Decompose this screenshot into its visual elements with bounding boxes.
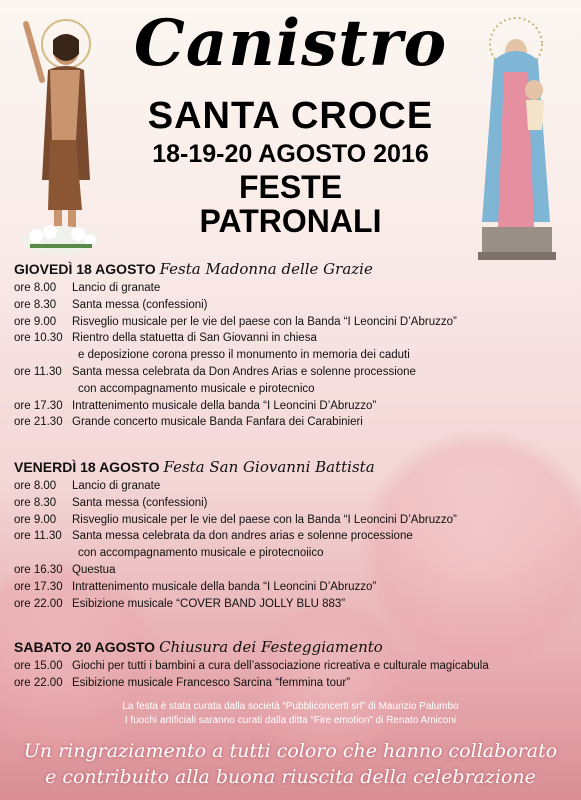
schedule-text: Santa messa (confessioni) — [72, 298, 208, 311]
schedule-row-continued — [14, 347, 574, 364]
town-name: SANTA CROCE — [147, 95, 434, 137]
schedule-row — [14, 495, 574, 512]
schedule-text: Giochi per tutti i bambini a cura dell’associazione ricreativa e culturale magicabula — [72, 660, 489, 672]
schedule-time: ore 8.00 — [14, 282, 57, 294]
schedule-row — [14, 675, 574, 692]
schedule-time: ore 22.00 — [14, 597, 63, 610]
poster-title: Canistro — [133, 6, 448, 81]
schedule-text: Esibizione musicale Francesco Sarcina “femmina tour” — [72, 676, 351, 689]
schedule-row — [14, 398, 574, 415]
schedule-row — [14, 330, 574, 347]
thanks-message — [0, 738, 581, 790]
schedule-row — [14, 562, 574, 579]
schedule-text: Risveglio musicale per le vie del paese con la Banda “I Leoncini D’Abruzzo” — [72, 315, 457, 328]
schedule-text: Lancio di granate — [72, 480, 161, 492]
festival-heading-line2: PATRONALI — [199, 203, 382, 239]
day-subtitle: Festa San Giovanni Battista — [163, 458, 375, 476]
schedule-time: ore 21.30 — [14, 416, 63, 429]
credits — [0, 700, 581, 728]
schedule-row — [14, 579, 574, 596]
schedule-row — [14, 528, 574, 545]
day-subtitle: Chiusura dei Festeggiamento — [159, 638, 383, 656]
day-heading — [14, 636, 574, 658]
schedule-text: Grande concerto musicale Banda Fanfara dei Carabinieri — [72, 416, 363, 429]
schedule-time: ore 22.00 — [14, 676, 63, 689]
schedule-text: Rientro della statuetta di San Giovanni in chiesa — [72, 332, 317, 345]
schedule-row — [14, 314, 574, 331]
schedule-time: ore 17.30 — [14, 399, 63, 412]
day-heading — [14, 456, 574, 478]
schedule-time: ore 15.00 — [14, 660, 63, 672]
schedule-time: ore 11.30 — [14, 530, 62, 543]
day-section-thursday — [14, 258, 574, 431]
schedule-time: ore 8.30 — [14, 496, 57, 509]
day-heading — [14, 258, 574, 280]
day-date: SABATO 20 AGOSTO — [14, 639, 156, 655]
festival-dates: 18-19-20 AGOSTO 2016 — [152, 140, 429, 168]
schedule-text: Esibizione musicale “COVER BAND JOLLY BLU 883” — [72, 597, 346, 610]
schedule-text: Questua — [72, 563, 116, 576]
schedule-text: Santa messa (confessioni) — [72, 496, 208, 509]
schedule-text: Lancio di granate — [72, 282, 161, 294]
schedule-row — [14, 297, 574, 314]
schedule-text: Santa messa celebrata da don andres arias e solenne processione — [72, 530, 413, 543]
schedule-text: Risveglio musicale per le vie del paese con la Banda “I Leoncini D’Abruzzo” — [72, 513, 457, 526]
day-date: GIOVEDÌ 18 AGOSTO — [14, 261, 156, 277]
schedule-text: con accompagnamento musicale e pirotecnico — [78, 382, 315, 395]
schedule-row — [14, 658, 574, 675]
schedule-text: e deposizione corona presso il monumento in memoria dei caduti — [78, 349, 410, 362]
day-section-saturday — [14, 636, 574, 692]
schedule-row — [14, 364, 574, 381]
schedule-row — [14, 280, 574, 297]
schedule-row — [14, 596, 574, 613]
schedule-time: ore 10.30 — [14, 332, 63, 345]
schedule-text: Intrattenimento musicale della banda “I Leoncini D’Abruzzo” — [72, 580, 377, 593]
schedule-row — [14, 414, 574, 431]
schedule-text: Santa messa celebrata da Don Andres Arias e solenne processione — [72, 365, 416, 378]
thanks-line1: Un ringraziamento a tutti coloro che hanno collaborato — [23, 740, 558, 762]
credits-organizer: La festa è stata curata dalla società “Pubbliconcerti srl” di Maurizio Palumbo — [122, 701, 459, 712]
schedule-time: ore 9.00 — [14, 513, 57, 526]
schedule-row — [14, 478, 574, 495]
schedule-time: ore 17.30 — [14, 580, 63, 593]
festival-heading-line1: FESTE — [238, 169, 343, 205]
schedule-row-continued — [14, 381, 574, 398]
day-section-friday — [14, 456, 574, 612]
schedule-row — [14, 512, 574, 529]
schedule-time: ore 11.30 — [14, 365, 62, 378]
schedule-time: ore 16.30 — [14, 563, 63, 576]
schedule-text: con accompagnamento musicale e pirotecnoiico — [78, 547, 324, 560]
thanks-line2: e contribuito alla buona riuscita della celebrazione — [45, 766, 536, 788]
day-date: VENERDÌ 18 AGOSTO — [14, 459, 160, 475]
schedule-text: Intrattenimento musicale della banda “I Leoncini D’Abruzzo” — [72, 399, 377, 412]
day-subtitle: Festa Madonna delle Grazie — [159, 260, 373, 278]
schedule-time: ore 8.30 — [14, 298, 57, 311]
schedule-row-continued — [14, 545, 574, 562]
schedule-time: ore 8.00 — [14, 480, 57, 492]
credits-fireworks: I fuochi artificiali saranno curati dalla ditta “Fire emotion” di Renato Amiconi — [124, 715, 457, 726]
schedule-time: ore 9.00 — [14, 315, 57, 328]
